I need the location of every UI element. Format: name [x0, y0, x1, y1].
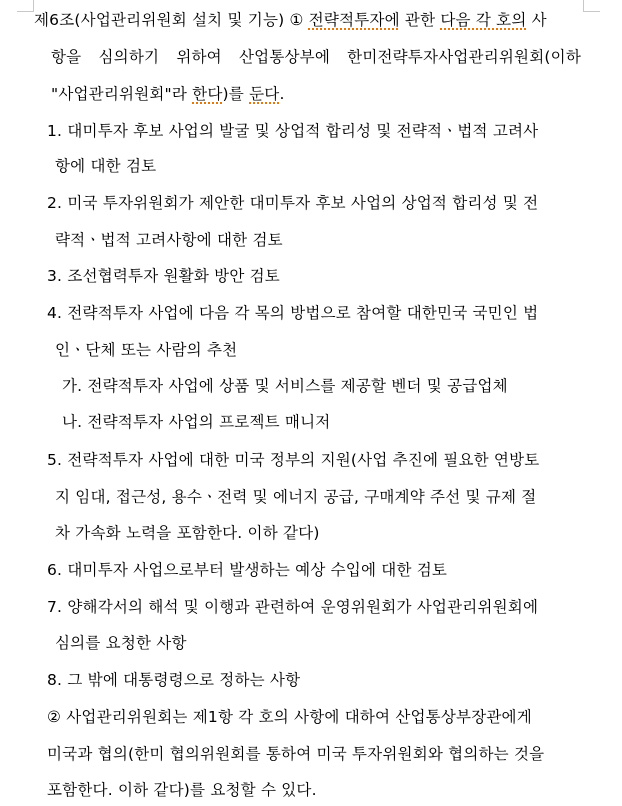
item-text: 양해각서의 해석 및 이행과 관련하여 운영위원회가 사업관리위원회에 [67, 598, 539, 616]
subitem-marker: 가. [62, 377, 83, 395]
spellcheck-marked-word[interactable]: 전략적투자에 [308, 11, 400, 29]
list-item-2-continuation: 략적ㆍ법적 고려사항에 대한 검토 [55, 231, 283, 249]
article-line-3 [51, 84, 285, 104]
article-title-text: 제6조(사업관리위원회 설치 및 기능) ① [34, 11, 309, 29]
list-item-4 [47, 303, 538, 323]
subitem-marker: 나. [62, 413, 83, 431]
list-item-1 [47, 121, 538, 141]
list-item-2 [47, 193, 538, 213]
paragraph-2-line-3: 포함한다. 이하 같다)를 요청할 수 있다. [47, 781, 317, 799]
spellcheck-marked-word[interactable]: 한다 [192, 85, 223, 103]
subitem-text: 전략적투자 사업의 프로젝트 매니저 [87, 413, 331, 431]
item-text: 미국 투자위원회가 제안한 대미투자 후보 사업의 상업적 합리성 및 전 [67, 194, 539, 212]
list-subitem-ga [62, 376, 508, 396]
spellcheck-marked-word[interactable]: 다음 각 호의 [440, 11, 527, 29]
list-item-5 [47, 450, 539, 470]
list-item-7 [47, 597, 538, 617]
item-number: 6. [47, 561, 63, 579]
article-text: 관한 [399, 11, 441, 29]
item-number: 1. [47, 122, 63, 140]
paragraph-2-line-1: ② 사업관리위원회는 제1항 각 호의 사항에 대하여 산업통상부장관에게 [47, 708, 532, 726]
article-text: 사 [526, 11, 547, 29]
item-text: 전략적투자 사업에 다음 각 목의 방법으로 참여할 대한민국 국민인 법 [67, 304, 539, 322]
list-item-7-continuation: 심의를 요청한 사항 [55, 634, 187, 652]
article-text: . [279, 85, 285, 103]
item-text: 전략적투자 사업에 대한 미국 정부의 지원(사업 추진에 필요한 연방토 [67, 451, 540, 469]
item-number: 4. [47, 304, 63, 322]
item-number: 2. [47, 194, 63, 212]
article-line-1 [34, 10, 547, 30]
article-line-2: 항을 심의하기 위하여 산업통상부에 한미전략투자사업관리위원회(이하 [51, 48, 581, 66]
item-number: 8. [47, 671, 63, 689]
item-text: 대미투자 후보 사업의 발굴 및 상업적 합리성 및 전략적ㆍ법적 고려사 [67, 122, 539, 140]
list-item-3 [47, 266, 280, 286]
article-text: "사업관리위원회"라 [51, 85, 193, 103]
item-text: 그 밖에 대통령령으로 정하는 사항 [67, 671, 301, 689]
list-item-6 [47, 560, 447, 580]
item-number: 3. [47, 267, 63, 285]
list-item-1-continuation: 항에 대한 검토 [55, 157, 157, 175]
item-number: 7. [47, 598, 63, 616]
subitem-text: 전략적투자 사업에 상품 및 서비스를 제공할 벤더 및 공급업체 [87, 377, 508, 395]
list-item-8 [47, 670, 300, 690]
list-item-4-continuation: 인ㆍ단체 또는 사람의 추천 [55, 341, 238, 359]
item-text: 대미투자 사업으로부터 발생하는 예상 수입에 대한 검토 [67, 561, 448, 579]
spellcheck-marked-word[interactable]: 둔다 [249, 85, 280, 103]
list-subitem-na [62, 412, 330, 432]
list-item-5-continuation-2: 차 가속화 노력을 포함한다. 이하 같다) [55, 524, 320, 542]
article-text: )를 [222, 85, 250, 103]
item-text: 조선협력투자 원활화 방안 검토 [67, 267, 280, 285]
list-item-5-continuation-1: 지 임대, 접근성, 용수ㆍ전력 및 에너지 공급, 구매계약 주선 및 규제 절 [55, 488, 537, 506]
paragraph-2-line-2: 미국과 협의(한미 협의위원회를 통하여 미국 투자위원회와 협의하는 것을 [47, 745, 545, 763]
item-number: 5. [47, 451, 63, 469]
